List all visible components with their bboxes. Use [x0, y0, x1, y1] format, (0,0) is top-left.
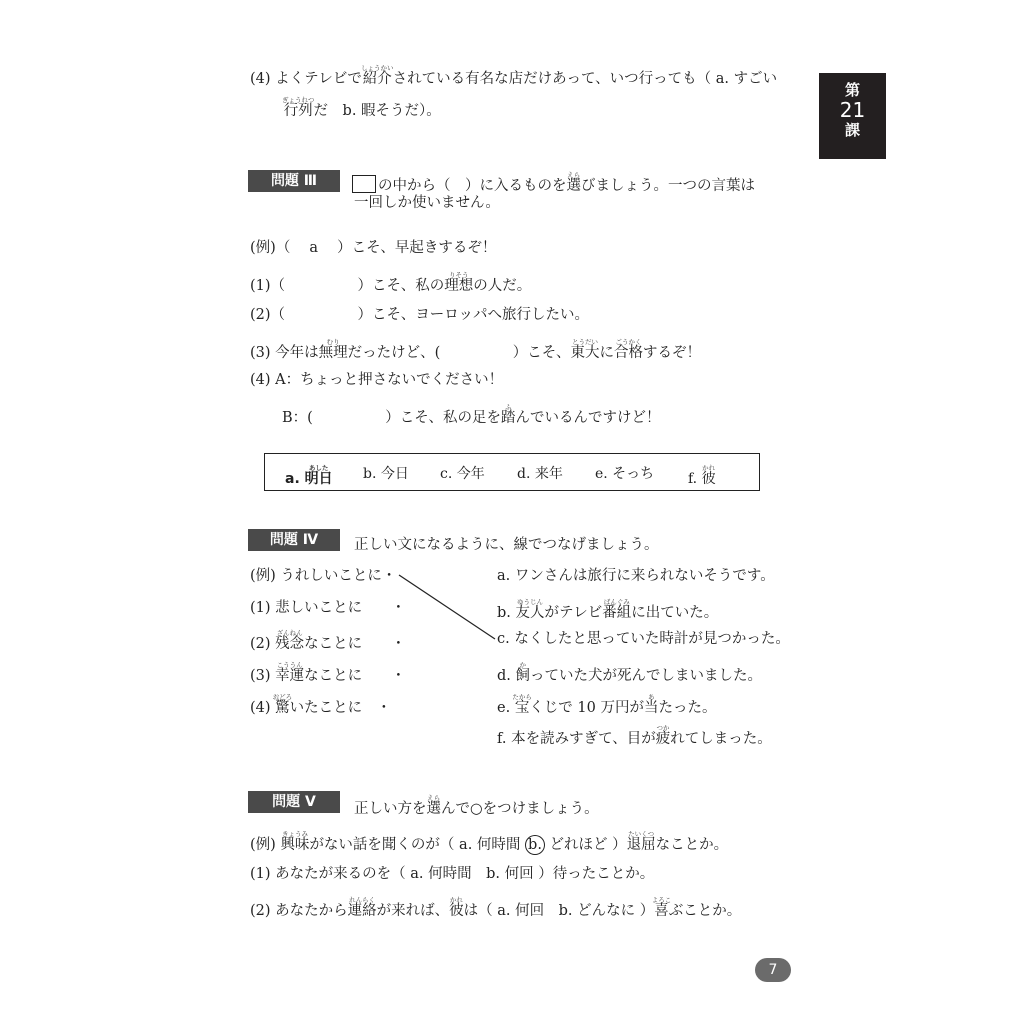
q4-right-e: e. 宝たからくじで 10 万円が当あたった。: [497, 693, 717, 716]
q3-item-4b: B：( ）こそ、私の足を踏ふんでいるんですけど！: [282, 403, 661, 426]
option-a: a. 明日あした: [285, 464, 333, 487]
question-3-label: 問題 Ⅲ: [248, 170, 340, 192]
q3-item-4a: (4) A：ちょっと押さないでください！: [250, 372, 504, 388]
q5-item-2: (2) あなたから連絡れんらくが来れば、彼かれは（ a. 何回 b. どんなに ）喜よろこぶことか。: [250, 896, 742, 919]
q3-item-2: (2)（ ）こそ、ヨーロッパへ旅行したい。: [250, 307, 589, 323]
prev-item-4-line1: (4) よくテレビで紹介しょうかいされている有名な店だけあって、いつ行っても（ a. すごい: [250, 64, 778, 87]
circled-answer: b.: [525, 835, 545, 855]
question-4-instruction: 正しい文になるように、線でつなげましょう。: [354, 537, 659, 553]
option-b: b. 今日: [363, 466, 409, 482]
option-d: d. 来年: [517, 466, 563, 482]
option-e: e. そっち: [595, 466, 655, 482]
question-5-label: 問題 Ⅴ: [248, 791, 340, 813]
question-4-label: 問題 Ⅳ: [248, 529, 340, 551]
question-3-instruction-line2: 一回しか使いません。: [354, 195, 500, 211]
q4-right-c: c. なくしたと思っていた時計が見つかった。: [497, 631, 790, 647]
page-number: 7: [755, 958, 791, 982]
q4-left-example: (例) うれしいことに・: [250, 568, 397, 584]
q3-item-3: (3) 今年は無理むりだったけど、( ）こそ、東大とうだいに合格ごうかくするぞ！: [250, 338, 702, 361]
q3-example: (例)（ a ）こそ、早起きするぞ！: [250, 240, 497, 256]
prev-item-4-line2: 行列ぎょうれつだ b. 暇そうだ）。: [282, 96, 441, 119]
q4-right-b: b. 友人ゆうじんがテレビ番組ばんぐみに出ていた。: [497, 598, 719, 621]
option-c: c. 今年: [440, 466, 485, 482]
q4-left-2: (2) 残念ざんねんなことに ・: [250, 629, 406, 652]
q5-item-1: (1) あなたが来るのを（ a. 何時間 b. 何回 ）待ったことか。: [250, 866, 655, 882]
chapter-tab-top: 第: [844, 81, 860, 99]
q3-item-1: (1)（ ）こそ、私の理想りそうの人だ。: [250, 271, 532, 294]
q4-right-d: d. 飼かっていた犬が死んでしまいました。: [497, 661, 763, 684]
q4-left-4: (4) 驚おどろいたことに ・: [250, 693, 392, 716]
question-5-instruction: 正しい方を選えらんで○をつけましょう。: [354, 794, 599, 817]
q5-example: (例) 興味きょうみがない話を聞くのが（ a. 何時間 b. どれほど ）退屈たいくつなことか。: [250, 830, 729, 853]
option-f: f. 彼かれ: [688, 464, 716, 487]
q4-right-f: f. 本を読みすぎて、目が疲つかれてしまった。: [497, 724, 772, 747]
chapter-tab-bottom: 課: [844, 121, 860, 139]
question-3-instruction-line1: の中から（ ）に入るものを選えらびましょう。一つの言葉は: [352, 171, 755, 196]
chapter-number: 21: [839, 98, 866, 122]
q4-left-3: (3) 幸運こううんなことに ・: [250, 661, 406, 684]
q4-left-1: (1) 悲しいことに ・: [250, 600, 406, 616]
q4-right-a: a. ワンさんは旅行に来られないそうです。: [497, 568, 775, 584]
